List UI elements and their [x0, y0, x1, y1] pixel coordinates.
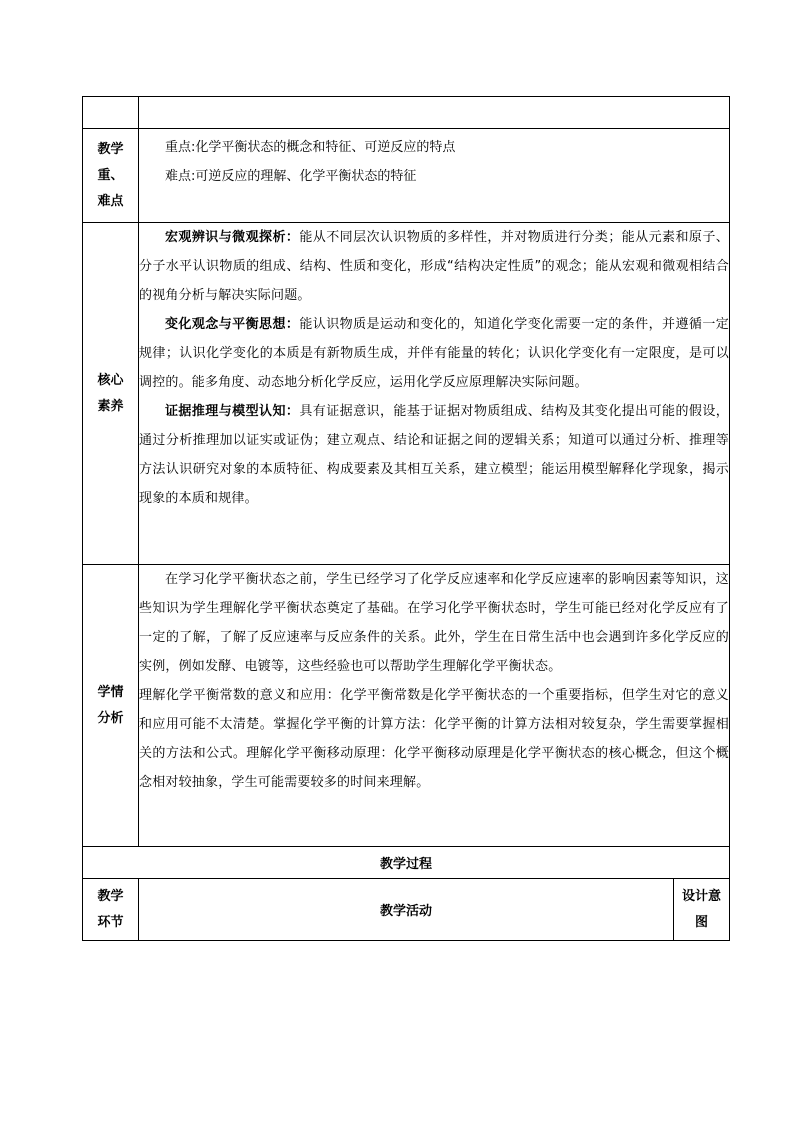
focus-label — [83, 129, 139, 223]
table-row-core — [83, 223, 730, 565]
analysis-label-line: 分析 — [97, 710, 124, 726]
core-item — [139, 310, 729, 397]
analysis-content — [139, 565, 730, 847]
table-row-focus — [83, 129, 730, 223]
core-item-text: 能认识物质是运动和变化的，知道化学变化需要一定的条件，并遵循一定规律；认识化学变化的本质是有新物质生成，并伴有能量的转化；认识化学变化有一定限度，是可以调控的。能多角度、动态地分析化学反应，运用化学反应原理解决实际问题。 — [139, 317, 729, 390]
difficult-point-text: 难点:可逆反应的理解、化学平衡状态的特征 — [165, 169, 417, 184]
table-row-empty — [83, 97, 730, 129]
core-item-text: 能从不同层次认识物质的多样性，并对物质进行分类；能从元素和原子、分子水平认识物质的组成、结构、性质和变化，形成“结构决定性质”的观念；能从宏观和微观相结合的视角分析与解决实际问题。 — [139, 230, 729, 303]
core-label — [83, 223, 139, 565]
table-row-process-title — [83, 847, 730, 879]
process-title: 教学过程 — [83, 847, 730, 879]
core-item-text: 具有证据意识，能基于证据对物质组成、结构及其变化提出可能的假设，通过分析推理加以证实或证伪；建立观点、结论和证据之间的逻辑关系；知道可以通过分析、推理等方法认识研究对象的本质特征、构成要素及其相互关系，建立模型；能运用模型解释化学现象，揭示现象的本质和规律。 — [139, 404, 729, 506]
table-row-analysis — [83, 565, 730, 847]
core-item-lead: 变化观念与平衡思想： — [165, 317, 300, 332]
core-item — [139, 397, 729, 513]
key-point-text: 重点:化学平衡状态的概念和特征、可逆反应的特点 — [165, 140, 456, 155]
focus-label-line: 教学 — [97, 141, 124, 157]
analysis-label — [83, 565, 139, 847]
core-item-lead: 宏观辨识与微观探析： — [165, 230, 300, 245]
analysis-paragraph-2: 理解化学平衡常数的意义和应用：化学平衡常数是化学平衡状态的一个重要指标，但学生对它的意义和应用可能不太清楚。掌握化学平衡的计算方法：化学平衡的计算方法相对较复杂，学生需要掌握相关的方法和公式。理解化学平衡移动原理：化学平衡移动原理是化学平衡状态的核心概念，但这个概念相对较抽象，学生可能需要较多的时间来理解。 — [139, 688, 729, 790]
stage-header — [83, 879, 139, 941]
lesson-plan-table — [82, 96, 730, 941]
focus-label-line: 重、 — [97, 167, 124, 183]
intent-header-line: 图 — [694, 914, 708, 930]
focus-label-line: 难点 — [97, 193, 124, 209]
empty-label-cell — [83, 97, 139, 129]
core-item — [139, 223, 729, 310]
intent-header — [674, 879, 730, 941]
core-content — [139, 223, 730, 565]
core-item-lead: 证据推理与模型认知： — [165, 404, 300, 419]
analysis-label-line: 学情 — [97, 684, 124, 700]
stage-header-line: 教学 — [97, 888, 124, 904]
focus-content — [139, 129, 730, 223]
activity-header: 教学活动 — [139, 879, 674, 941]
empty-content-cell — [139, 97, 730, 129]
table-row-header — [83, 879, 730, 941]
intent-header-line: 设计意 — [681, 888, 721, 904]
core-label-line: 核心 — [97, 372, 124, 388]
core-label-line: 素养 — [97, 398, 124, 414]
analysis-paragraph-1: 在学习化学平衡状态之前，学生已经学习了化学反应速率和化学反应速率的影响因素等知识，这些知识为学生理解化学平衡状态奠定了基础。在学习化学平衡状态时，学生可能已经对化学反应有了一定的了解，了解了反应速率与反应条件的关系。此外，学生在日常生活中也会遇到许多化学反应的实例，例如发酵、电镀等，这些经验也可以帮助学生理解化学平衡状态。 — [139, 572, 729, 674]
stage-header-line: 环节 — [97, 914, 124, 930]
